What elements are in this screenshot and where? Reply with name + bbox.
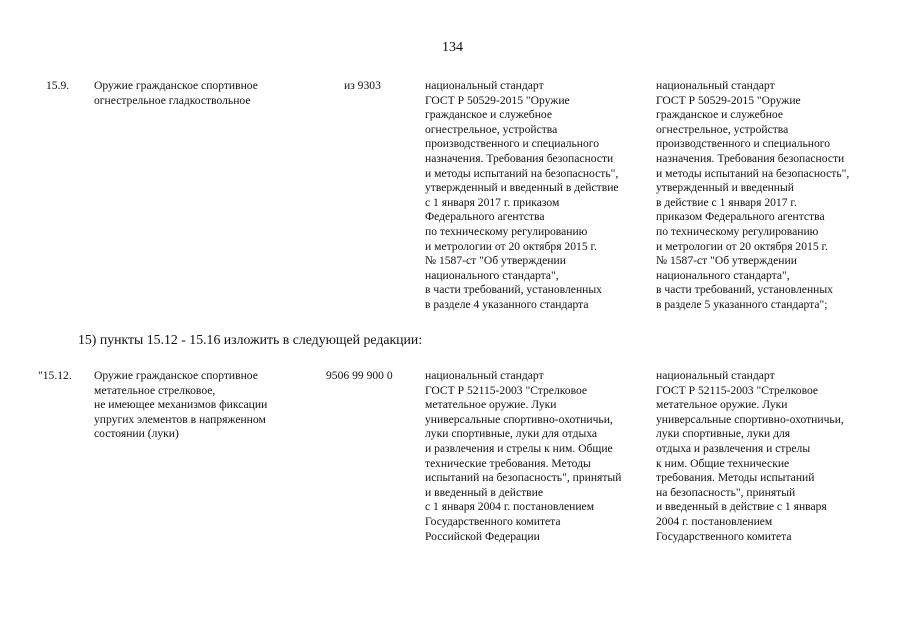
text-line: ГОСТ Р 50529-2015 "Оружие xyxy=(656,93,801,107)
text-line: ГОСТ Р 52115-2003 "Стрелковое xyxy=(656,383,819,397)
text-line: в разделе 5 указанного стандарта"; xyxy=(656,297,828,311)
text-line: ГОСТ Р 50529-2015 "Оружие xyxy=(425,93,570,107)
text-line: № 1587-ст "Об утверждении xyxy=(656,254,797,268)
text-line: технические требования. Методы xyxy=(425,456,591,470)
item-standard-current xyxy=(425,369,621,544)
amendment-instruction: 15) пункты 15.12 - 15.16 изложить в следующей редакции: xyxy=(78,332,423,347)
text-line: Оружие гражданское спортивное xyxy=(94,79,258,92)
text-line: ГОСТ Р 52115-2003 "Стрелковое xyxy=(425,383,588,397)
text-line: не имеющее механизмов фиксации xyxy=(94,398,268,412)
text-line: испытаний на безопасность", принятый xyxy=(425,471,622,485)
text-line: национального стандарта", xyxy=(425,268,559,282)
text-line: и методы испытаний на безопасность", xyxy=(656,166,850,180)
text-line: луки спортивные, луки для xyxy=(656,427,791,441)
text-line: утвержденный и введенный в действие xyxy=(425,181,619,195)
text-line: и методы испытаний на безопасность", xyxy=(425,166,619,180)
text-line: приказом Федерального агентства xyxy=(656,210,825,224)
text-line: национальный стандарт xyxy=(425,79,544,92)
text-line: на безопасность", принятый xyxy=(656,485,796,499)
text-line: и введенный в действие xyxy=(425,485,543,499)
text-line: назначения. Требования безопасности xyxy=(425,151,614,165)
text-line: состоянии (луки) xyxy=(94,427,179,441)
text-line: назначения. Требования безопасности xyxy=(656,151,845,165)
text-line: Российской Федерации xyxy=(425,529,540,543)
text-line: огнестрельное, устройства xyxy=(425,122,558,136)
text-line: метательное стрелковое, xyxy=(94,383,216,397)
item-code: 9506 99 900 0 xyxy=(326,369,393,382)
text-line: в действие с 1 января 2017 г. xyxy=(656,195,797,209)
text-line: луки спортивные, луки для отдыха xyxy=(425,427,598,441)
text-line: гражданское и служебное xyxy=(656,108,783,122)
text-line: в разделе 4 указанного стандарта xyxy=(425,297,589,311)
text-line: в части требований, установленных xyxy=(425,283,602,297)
text-line: № 1587-ст "Об утверждении xyxy=(425,254,566,268)
text-line: 2004 г. постановлением xyxy=(656,514,773,528)
text-line: по техническому регулированию xyxy=(425,224,588,238)
text-line: метательное оружие. Луки xyxy=(656,398,788,412)
text-line: упругих элементов в напряженном xyxy=(94,412,266,426)
text-line: производственного и специального xyxy=(656,137,831,151)
text-line: с 1 января 2004 г. постановлением xyxy=(425,500,595,514)
text-line: метательное оружие. Луки xyxy=(425,398,557,412)
text-line: требования. Методы испытаний xyxy=(656,471,815,485)
text-line: отдыха и развлечения и стрелы xyxy=(656,441,811,455)
item-standard-new xyxy=(656,369,844,544)
text-line: огнестрельное, устройства xyxy=(656,122,789,136)
item-name xyxy=(94,79,299,108)
text-line: национальный стандарт xyxy=(656,79,775,92)
item-number: "15.12. xyxy=(38,369,72,382)
item-number: 15.9. xyxy=(46,79,70,92)
text-line: огнестрельное гладкоствольное xyxy=(94,93,251,107)
item-name xyxy=(94,369,299,442)
text-line: к ним. Общие технические xyxy=(656,456,790,470)
text-line: гражданское и служебное xyxy=(425,108,552,122)
page-number: 134 xyxy=(442,40,463,55)
text-line: и развлечения и стрелы к ним. Общие xyxy=(425,441,613,455)
text-line: производственного и специального xyxy=(425,137,600,151)
text-line: универсальные спортивно-охотничьи, xyxy=(656,412,844,426)
item-standard-current xyxy=(425,79,619,313)
text-line: по техническому регулированию xyxy=(656,224,819,238)
text-line: утвержденный и введенный xyxy=(656,181,794,195)
item-standard-new xyxy=(656,79,849,313)
text-line: универсальные спортивно-охотничьи, xyxy=(425,412,613,426)
text-line: и метрологии от 20 октября 2015 г. xyxy=(425,239,597,253)
text-line: с 1 января 2017 г. приказом xyxy=(425,195,560,209)
text-line: национальный стандарт xyxy=(656,369,775,382)
text-line: и введенный в действие с 1 января xyxy=(656,500,827,514)
text-line: и метрологии от 20 октября 2015 г. xyxy=(656,239,828,253)
text-line: Государственного комитета xyxy=(656,529,792,543)
text-line: национального стандарта", xyxy=(656,268,790,282)
text-line: Федерального агентства xyxy=(425,210,545,224)
text-line: национальный стандарт xyxy=(425,369,544,382)
text-line: в части требований, установленных xyxy=(656,283,833,297)
text-line: Оружие гражданское спортивное xyxy=(94,369,258,382)
text-line: Государственного комитета xyxy=(425,514,561,528)
item-code: из 9303 xyxy=(344,79,381,92)
